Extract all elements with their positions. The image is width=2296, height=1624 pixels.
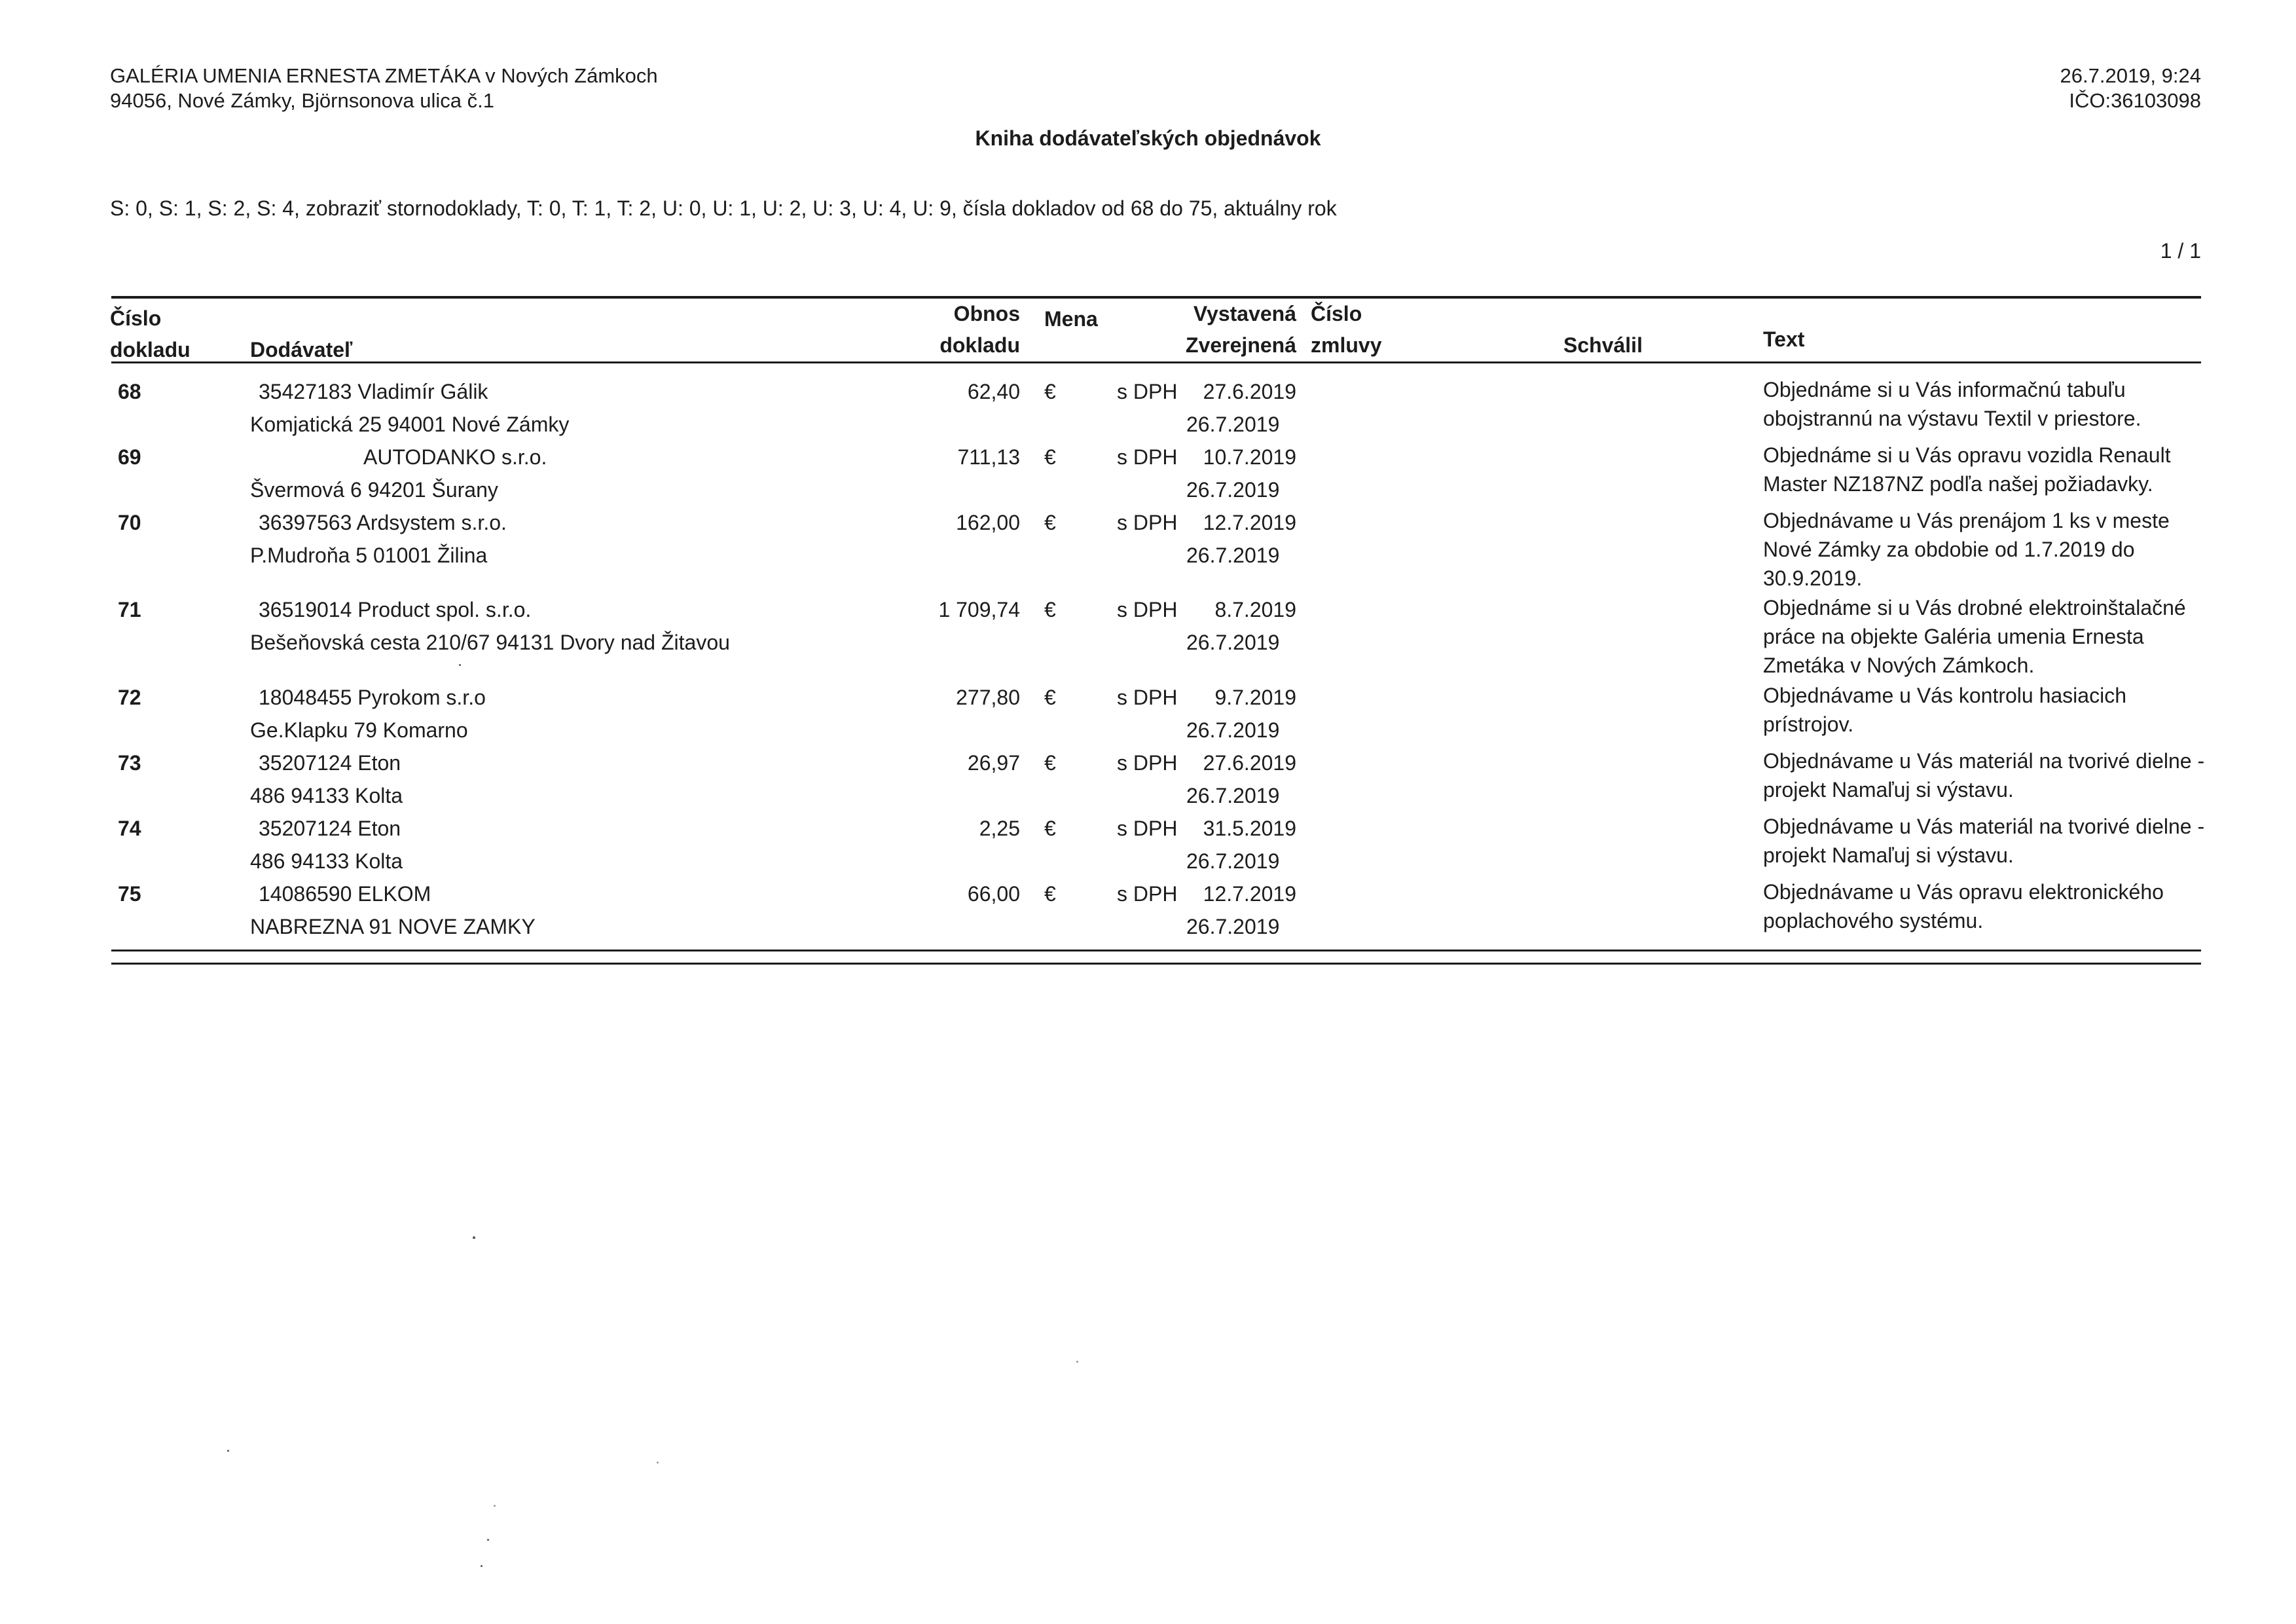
issued-date: 9.7.2019: [1214, 686, 1296, 709]
issued-date: 8.7.2019: [1214, 598, 1296, 621]
table-bottom-rule: [111, 950, 2201, 951]
col-header-doc-number: Číslo dokladu: [110, 306, 191, 361]
currency: €: [1044, 882, 1056, 906]
published-date: 26.7.2019: [1186, 718, 1280, 742]
order-text: Objednávame u Vás opravu elektronického poplachového systému.: [1763, 880, 2164, 932]
issued-date: 27.6.2019: [1203, 380, 1296, 403]
col-header-contract: Číslo zmluvy: [1311, 302, 1382, 357]
amount: 162,00: [956, 511, 1020, 534]
published-date: 26.7.2019: [1186, 849, 1280, 873]
page-number: 1 / 1: [2160, 239, 2201, 263]
order-text: Objednávame u Vás materiál na tvorivé dielne - projekt Namaľuj si výstavu.: [1763, 749, 2205, 802]
organization-block: [110, 64, 658, 113]
table-row: [0, 877, 2296, 943]
published-date: 26.7.2019: [1186, 915, 1280, 938]
ico-number: IČO:36103098: [2069, 89, 2201, 112]
doc-number: 68: [118, 380, 141, 403]
vat-flag: s DPH: [1117, 882, 1178, 906]
order-text: Objednávame u Vás materiál na tvorivé dielne - projekt Namaľuj si výstavu.: [1763, 815, 2205, 867]
issued-date: 27.6.2019: [1203, 751, 1296, 775]
supplier-address: Švermová 6 94201 Šurany: [250, 478, 498, 502]
order-text: Objednáme si u Vás drobné elektroinštalačné práce na objekte Galéria umenia Ernesta Zmetáka v Nových Zámkoch.: [1763, 596, 2186, 677]
vat-flag: s DPH: [1117, 817, 1178, 840]
supplier-id-name: 35427183 Vladimír Gálik: [259, 380, 488, 403]
scan-speck: [227, 1450, 229, 1452]
doc-number: 70: [118, 511, 141, 534]
scan-speck: [459, 664, 461, 666]
issued-date: 10.7.2019: [1203, 445, 1296, 469]
supplier-address: Ge.Klapku 79 Komarno: [250, 718, 468, 742]
organization-address: 94056, Nové Zámky, Björnsonova ulica č.1: [110, 89, 495, 112]
order-text: Objednáme si u Vás informačnú tabuľu obojstrannú na výstavu Textil v priestore.: [1763, 378, 2141, 430]
currency: €: [1044, 751, 1056, 775]
order-text: Objednávame u Vás kontrolu hasiacich prístrojov.: [1763, 684, 2126, 736]
published-date: 26.7.2019: [1186, 784, 1280, 807]
col-header-currency: Mena: [1044, 307, 1098, 331]
amount: 711,13: [957, 445, 1020, 469]
table-bottom-rule-double: [111, 963, 2201, 965]
published-date: 26.7.2019: [1186, 544, 1280, 567]
table-row: [0, 747, 2296, 812]
issued-date: 12.7.2019: [1203, 511, 1296, 534]
col-header-text: Text: [1763, 327, 1805, 351]
issued-date: 12.7.2019: [1203, 882, 1296, 906]
supplier-address: Komjatická 25 94001 Nové Zámky: [250, 413, 570, 436]
amount: 1 709,74: [938, 598, 1020, 621]
supplier-address: NABREZNA 91 NOVE ZAMKY: [250, 915, 536, 938]
filter-criteria: S: 0, S: 1, S: 2, S: 4, zobraziť stornodoklady, T: 0, T: 1, T: 2, U: 0, U: 1, U: 2, U: 3, U: 4, U: 9, čísla dokladov od 68 do 75, aktuálny rok: [110, 196, 1337, 220]
table-row: [0, 812, 2296, 877]
scan-speck: [473, 1236, 475, 1239]
supplier-address: Bešeňovská cesta 210/67 94131 Dvory nad Žitavou: [250, 631, 730, 654]
scan-speck: [494, 1505, 496, 1507]
table-row: [0, 506, 2296, 590]
supplier-address: 486 94133 Kolta: [250, 784, 403, 807]
vat-flag: s DPH: [1117, 445, 1178, 469]
currency: €: [1044, 598, 1056, 621]
vat-flag: s DPH: [1117, 511, 1178, 534]
supplier-id-name: 18048455 Pyrokom s.r.o: [259, 686, 486, 709]
supplier-address: 486 94133 Kolta: [250, 849, 403, 873]
table-row: [0, 681, 2296, 747]
amount: 26,97: [967, 751, 1020, 775]
currency: €: [1044, 511, 1056, 534]
doc-number: 69: [118, 445, 141, 469]
scan-speck: [481, 1565, 483, 1567]
supplier-id-name: 14086590 ELKOM: [259, 882, 431, 906]
vat-flag: s DPH: [1117, 686, 1178, 709]
published-date: 26.7.2019: [1186, 413, 1280, 436]
doc-number: 73: [118, 751, 141, 775]
doc-number: 74: [118, 817, 141, 840]
order-text: Objednávame u Vás prenájom 1 ks v meste Nové Zámky za obdobie od 1.7.2019 do 30.9.2019.: [1763, 509, 2170, 590]
organization-name: GALÉRIA UMENIA ERNESTA ZMETÁKA v Nových Zámkoch: [110, 64, 658, 87]
amount: 66,00: [967, 882, 1020, 906]
amount: 62,40: [967, 380, 1020, 403]
order-text: Objednáme si u Vás opravu vozidla Renault Master NZ187NZ podľa našej požiadavky.: [1763, 443, 2171, 496]
doc-number: 72: [118, 686, 141, 709]
print-datetime: 26.7.2019, 9:24: [2060, 64, 2201, 87]
currency: €: [1044, 686, 1056, 709]
supplier-id-name: 35207124 Eton: [259, 817, 401, 840]
currency: €: [1044, 380, 1056, 403]
table-row: [0, 441, 2296, 506]
supplier-address: P.Mudroňa 5 01001 Žilina: [250, 544, 488, 567]
doc-number: 75: [118, 882, 141, 906]
amount: 277,80: [956, 686, 1020, 709]
published-date: 26.7.2019: [1186, 631, 1280, 654]
vat-flag: s DPH: [1117, 751, 1178, 775]
col-header-supplier: Dodávateľ: [250, 338, 353, 361]
doc-number: 71: [118, 598, 141, 621]
supplier-id-name: 36397563 Ardsystem s.r.o.: [259, 511, 507, 534]
table-row: [0, 593, 2296, 677]
scan-speck: [487, 1539, 489, 1541]
table-header-rule: [111, 361, 2201, 363]
table-top-rule: [111, 296, 2201, 299]
published-date: 26.7.2019: [1186, 478, 1280, 502]
report-title: Kniha dodávateľských objednávok: [975, 126, 1321, 150]
supplier-id-name: AUTODANKO s.r.o.: [363, 445, 547, 469]
scan-speck: [1076, 1361, 1078, 1363]
currency: €: [1044, 817, 1056, 840]
currency: €: [1044, 445, 1056, 469]
col-header-amount: Obnos dokladu: [939, 302, 1020, 357]
vat-flag: s DPH: [1117, 598, 1178, 621]
supplier-id-name: 35207124 Eton: [259, 751, 401, 775]
col-header-approved: Schválil: [1563, 333, 1643, 357]
table-row: [0, 375, 2296, 441]
scan-speck: [657, 1462, 659, 1464]
amount: 2,25: [979, 817, 1020, 840]
vat-flag: s DPH: [1117, 380, 1178, 403]
supplier-id-name: 36519014 Product spol. s.r.o.: [259, 598, 532, 621]
col-header-dates: Vystavená Zverejnená: [1186, 302, 1296, 357]
print-info-block: [2060, 64, 2201, 113]
issued-date: 31.5.2019: [1203, 817, 1296, 840]
